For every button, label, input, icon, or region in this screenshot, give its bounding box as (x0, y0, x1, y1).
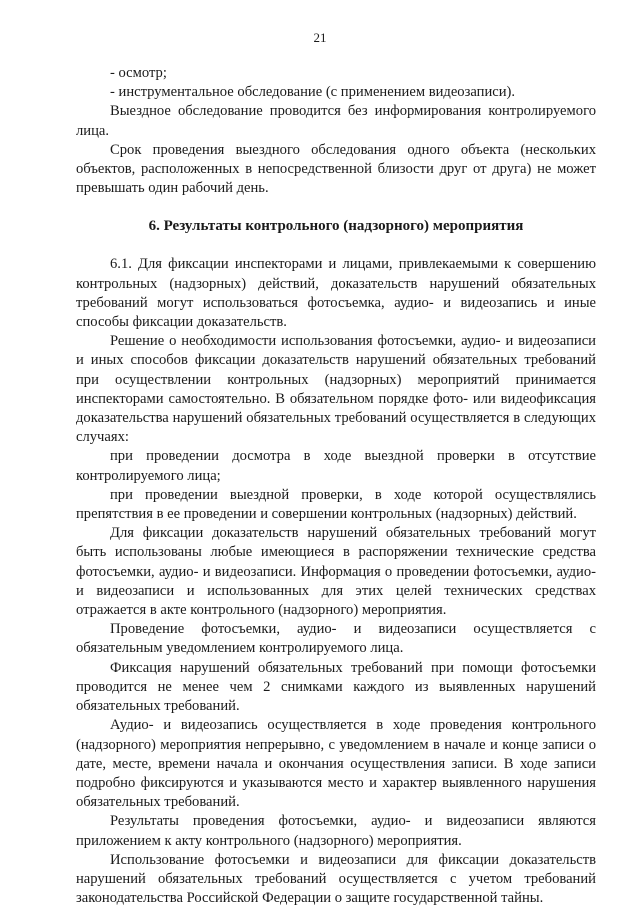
paragraph: Результаты проведения фотосъемки, аудио- и видеозаписи являются приложением к акту контрольного (надзорного) мероприятия. (76, 813, 596, 849)
list-item: - осмотр; (110, 65, 167, 81)
section-heading: 6. Результаты контрольного (надзорного) мероприятия (148, 218, 524, 235)
paragraph: 6.1. Для фиксации инспекторами и лицами, привлекаемыми к совершению контрольных (надзорных) действий, доказательств нарушений обязательных требований могут использоваться фотосъемка, аудио- и видеозапись и иные способы фиксации доказательств. (76, 256, 596, 331)
page-number: 21 (313, 30, 327, 45)
paragraph: Аудио- и видеозапись осуществляется в ходе проведения контрольного (надзорного) мероприятия непрерывно, с уведомлением в начале и конце записи о дате, месте, времени начала и окончания осуществления записи. В ходе записи подробно фиксируются и указываются место и характер выявленного нарушения обязательных требований. (76, 717, 596, 811)
paragraph: Проведение фотосъемки, аудио- и видеозаписи осуществляется с обязательным уведомлением контролируемого лица. (76, 621, 596, 657)
paragraph: Для фиксации доказательств нарушений обязательных требований могут быть использованы любые имеющиеся в распоряжении технические средства фотосъемки, аудио- и видеозаписи. Информация о проведении фотосъемки, аудио- и видеозаписи и использованных для этих целей технических средствах отражается в акте контрольного (надзорного) мероприятия. (76, 525, 596, 619)
paragraph: при проведении досмотра в ходе выездной проверки в отсутствие контролируемого лица; (76, 448, 596, 484)
paragraph: Срок проведения выездного обследования одного объекта (нескольких объектов, расположенных в непосредственной близости друг от друга) не может превышать один рабочий день. (76, 141, 596, 197)
paragraph: Использование фотосъемки и видеозаписи для фиксации доказательств нарушений обязательных требований осуществляется с учетом требований законодательства Российской Федерации о защите государственной тайны. (76, 851, 596, 907)
list-item: - инструментальное обследование (с применением видеозаписи). (110, 84, 516, 101)
document-body (76, 64, 596, 908)
paragraph: Выездное обследование проводится без информирования контролируемого лица. (76, 103, 596, 139)
paragraph: Фиксация нарушений обязательных требований при помощи фотосъемки проводится не менее чем 2 снимками каждого из выявленных нарушений обязательных требований. (76, 659, 596, 715)
paragraph: Решение о необходимости использования фотосъемки, аудио- и видеозаписи и иных способов фиксации доказательств нарушений обязательных требований при осуществлении контрольных (надзорных) мероприятий принимается инспекторами самостоятельно. В обязательном порядке фото- или видеофиксация доказательства нарушений обязательных требований осуществляется в следующих случаях: (76, 333, 596, 446)
paragraph: при проведении выездной проверки, в ходе которой осуществлялись препятствия в ее проведении и совершении контрольных (надзорных) действий. (76, 486, 596, 523)
